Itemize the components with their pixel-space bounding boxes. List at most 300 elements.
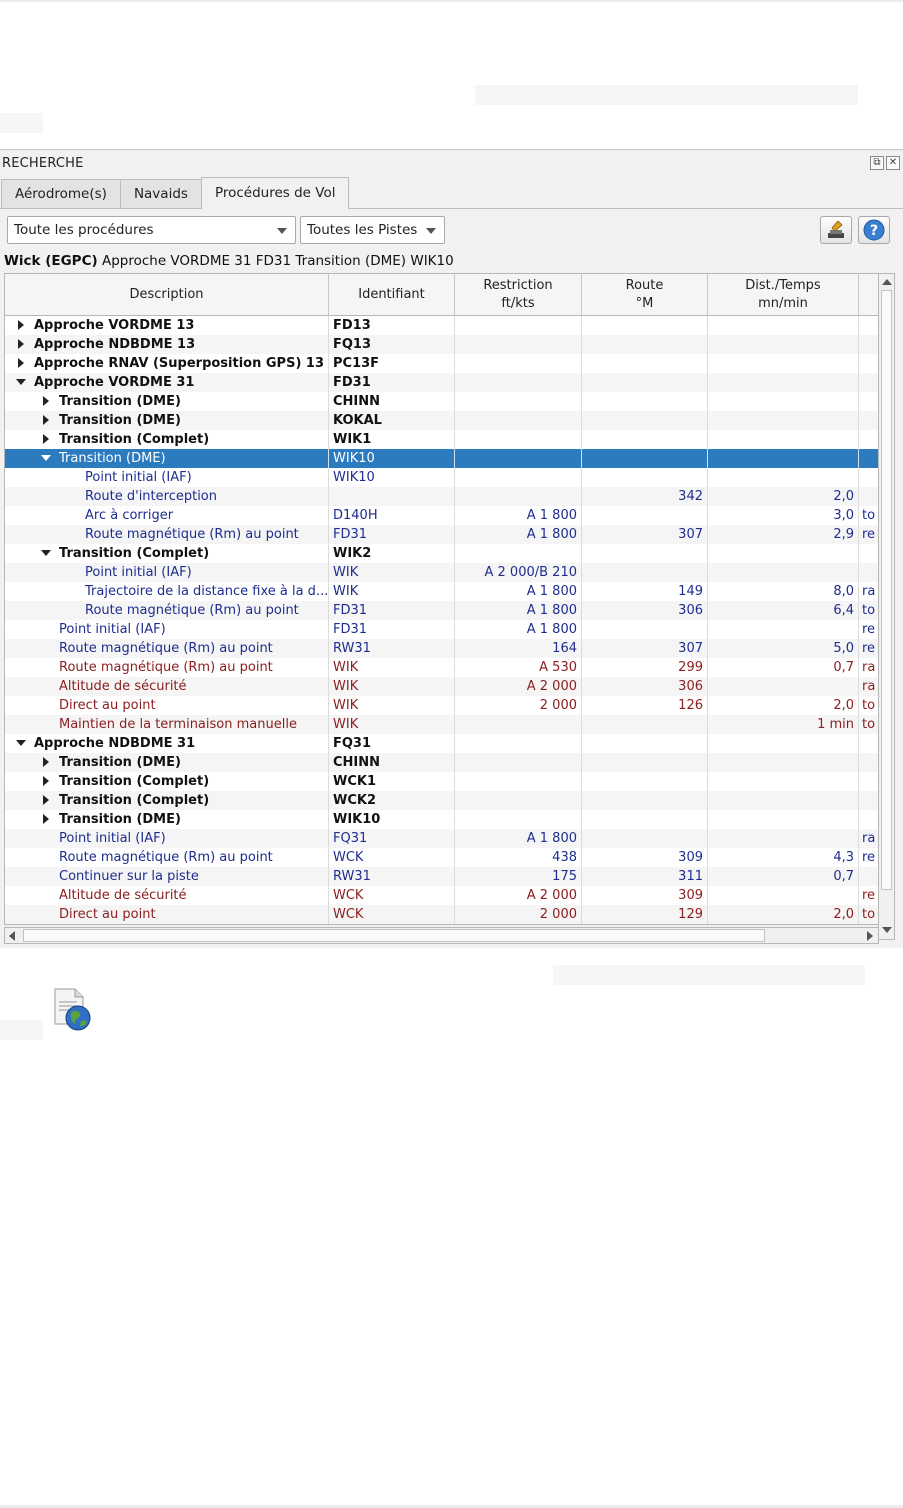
description-cell bbox=[5, 354, 329, 373]
description-cell bbox=[5, 829, 329, 848]
horizontal-scroll-thumb[interactable] bbox=[23, 929, 765, 942]
row-extra bbox=[859, 487, 879, 506]
row-distance bbox=[708, 677, 859, 696]
row-restriction: A 1 800 bbox=[455, 506, 582, 525]
row-extra: to bbox=[862, 508, 876, 523]
tab-bar bbox=[1, 178, 348, 209]
row-description: Point initial (IAF) bbox=[59, 622, 166, 637]
table-row[interactable] bbox=[5, 791, 879, 810]
row-extra bbox=[859, 810, 879, 829]
row-distance: 6,4 bbox=[708, 601, 859, 620]
row-identifier: WCK bbox=[329, 886, 455, 905]
row-distance bbox=[708, 411, 859, 430]
row-restriction bbox=[455, 544, 582, 563]
row-extra bbox=[859, 468, 879, 487]
row-route: 306 bbox=[582, 677, 708, 696]
row-extra bbox=[859, 734, 879, 753]
table-row[interactable] bbox=[5, 354, 879, 373]
row-identifier: WIK bbox=[329, 658, 455, 677]
description-cell bbox=[5, 563, 329, 582]
row-route bbox=[582, 753, 708, 772]
description-cell bbox=[5, 905, 329, 924]
row-distance bbox=[708, 563, 859, 582]
table-row[interactable] bbox=[5, 886, 879, 905]
row-restriction: A 1 800 bbox=[455, 620, 582, 639]
expand-arrow-icon[interactable] bbox=[40, 411, 52, 430]
row-identifier: FD31 bbox=[329, 620, 455, 639]
row-route bbox=[582, 316, 708, 335]
row-route bbox=[582, 810, 708, 829]
row-restriction: 164 bbox=[455, 639, 582, 658]
row-restriction bbox=[455, 772, 582, 791]
description-cell bbox=[5, 715, 329, 734]
row-identifier: WCK1 bbox=[329, 772, 455, 791]
description-cell bbox=[5, 430, 329, 449]
row-route bbox=[582, 715, 708, 734]
row-identifier: CHINN bbox=[329, 392, 455, 411]
row-identifier: WIK10 bbox=[329, 468, 455, 487]
row-restriction bbox=[455, 392, 582, 411]
description-cell bbox=[5, 582, 329, 601]
row-identifier: WIK bbox=[329, 677, 455, 696]
column-header-identifiant[interactable]: Identifiant bbox=[329, 274, 455, 315]
row-description: Continuer sur la piste bbox=[59, 869, 199, 884]
table-row[interactable] bbox=[5, 430, 879, 449]
row-identifier: FD31 bbox=[329, 525, 455, 544]
row-description: Route magnétique (Rm) au point bbox=[59, 660, 273, 675]
clear-selection-button[interactable] bbox=[820, 216, 852, 244]
table-row[interactable] bbox=[5, 582, 879, 601]
row-restriction bbox=[455, 354, 582, 373]
description-cell bbox=[5, 810, 329, 829]
description-cell bbox=[5, 658, 329, 677]
row-route bbox=[582, 468, 708, 487]
row-route: 299 bbox=[582, 658, 708, 677]
row-route: 307 bbox=[582, 639, 708, 658]
row-restriction: A 2 000 bbox=[455, 677, 582, 696]
expand-arrow-icon[interactable] bbox=[40, 392, 52, 411]
row-distance bbox=[708, 772, 859, 791]
column-header-route[interactable]: Route °M bbox=[582, 274, 708, 315]
tab-divider bbox=[0, 208, 903, 209]
table-row[interactable] bbox=[5, 411, 879, 430]
row-extra bbox=[859, 449, 879, 468]
row-restriction bbox=[455, 810, 582, 829]
row-route bbox=[582, 829, 708, 848]
column-header-extra bbox=[859, 274, 879, 315]
row-extra: to bbox=[862, 717, 876, 732]
expand-arrow-icon[interactable] bbox=[40, 810, 52, 829]
row-description: Altitude de sécurité bbox=[59, 679, 187, 694]
scroll-left-icon[interactable] bbox=[9, 931, 15, 941]
table-row[interactable] bbox=[5, 506, 879, 525]
row-identifier: WIK bbox=[329, 696, 455, 715]
row-description: Approche VORDME 13 bbox=[34, 318, 195, 333]
row-route bbox=[582, 791, 708, 810]
expand-arrow-icon[interactable] bbox=[15, 316, 27, 335]
row-route bbox=[582, 563, 708, 582]
row-extra: re bbox=[862, 622, 876, 637]
expand-arrow-icon[interactable] bbox=[40, 791, 52, 810]
row-identifier: FD13 bbox=[329, 316, 455, 335]
row-extra: re bbox=[862, 641, 876, 656]
row-identifier: WIK bbox=[329, 715, 455, 734]
selected-procedure: Approche VORDME 31 FD31 Transition (DME) WIK10 bbox=[101, 253, 454, 269]
table-row[interactable] bbox=[5, 335, 879, 354]
row-description: Transition (DME) bbox=[59, 394, 181, 409]
table-row[interactable] bbox=[5, 620, 879, 639]
row-extra: ra bbox=[862, 660, 876, 675]
row-extra bbox=[859, 354, 879, 373]
row-extra: to bbox=[862, 698, 876, 713]
table-row[interactable] bbox=[5, 487, 879, 506]
row-distance bbox=[708, 335, 859, 354]
row-description: Direct au point bbox=[59, 907, 156, 922]
row-description: Transition (DME) bbox=[59, 812, 181, 827]
collapse-arrow-icon[interactable] bbox=[15, 373, 27, 392]
row-extra: re bbox=[862, 850, 876, 865]
row-restriction bbox=[455, 715, 582, 734]
column-header-description[interactable]: Description bbox=[5, 274, 329, 315]
row-extra: ra bbox=[862, 584, 876, 599]
row-restriction bbox=[455, 753, 582, 772]
row-identifier: KOKAL bbox=[329, 411, 455, 430]
row-distance bbox=[708, 791, 859, 810]
row-distance bbox=[708, 734, 859, 753]
row-description: Transition (DME) bbox=[59, 413, 181, 428]
row-distance bbox=[708, 449, 859, 468]
row-extra bbox=[859, 392, 879, 411]
row-distance bbox=[708, 392, 859, 411]
row-description: Point initial (IAF) bbox=[59, 831, 166, 846]
row-route bbox=[582, 734, 708, 753]
description-cell bbox=[5, 525, 329, 544]
row-restriction: 2 000 bbox=[455, 905, 582, 924]
row-restriction: A 2 000 bbox=[455, 886, 582, 905]
row-route: 307 bbox=[582, 525, 708, 544]
row-identifier: FQ31 bbox=[329, 734, 455, 753]
expand-arrow-icon[interactable] bbox=[40, 753, 52, 772]
table-row[interactable] bbox=[5, 449, 879, 468]
table-row[interactable] bbox=[5, 734, 879, 753]
row-identifier: WIK10 bbox=[329, 449, 455, 468]
description-cell bbox=[5, 848, 329, 867]
row-restriction: A 2 000/B 210 bbox=[455, 563, 582, 582]
description-cell bbox=[5, 867, 329, 886]
collapse-arrow-icon[interactable] bbox=[40, 544, 52, 563]
description-cell bbox=[5, 468, 329, 487]
row-distance bbox=[708, 354, 859, 373]
row-identifier: WCK bbox=[329, 905, 455, 924]
table-row[interactable] bbox=[5, 715, 879, 734]
row-distance: 1 min bbox=[708, 715, 859, 734]
row-description: Approche VORDME 31 bbox=[34, 375, 195, 390]
row-route: 149 bbox=[582, 582, 708, 601]
vertical-scrollbar[interactable] bbox=[878, 273, 895, 940]
table-row[interactable] bbox=[5, 639, 879, 658]
table-row[interactable] bbox=[5, 373, 879, 392]
row-distance: 4,3 bbox=[708, 848, 859, 867]
description-cell bbox=[5, 316, 329, 335]
description-cell bbox=[5, 449, 329, 468]
table-row[interactable] bbox=[5, 810, 879, 829]
row-identifier bbox=[329, 487, 455, 506]
row-description: Trajectoire de la distance fixe à la d... bbox=[85, 584, 329, 599]
row-route bbox=[582, 354, 708, 373]
chevron-down-icon bbox=[277, 228, 287, 234]
description-cell bbox=[5, 601, 329, 620]
row-identifier: RW31 bbox=[329, 867, 455, 886]
row-extra bbox=[859, 867, 879, 886]
row-identifier: WCK bbox=[329, 848, 455, 867]
table-row[interactable] bbox=[5, 696, 879, 715]
row-extra: re bbox=[862, 888, 876, 903]
collapse-arrow-icon[interactable] bbox=[40, 449, 52, 468]
row-identifier: RW31 bbox=[329, 639, 455, 658]
row-distance bbox=[708, 373, 859, 392]
row-description: Transition (Complet) bbox=[59, 432, 210, 447]
expand-arrow-icon[interactable] bbox=[15, 354, 27, 373]
table-header bbox=[5, 274, 879, 316]
row-restriction: A 1 800 bbox=[455, 601, 582, 620]
help-button[interactable] bbox=[858, 216, 890, 244]
scroll-up-icon[interactable] bbox=[882, 279, 892, 285]
row-description: Route magnétique (Rm) au point bbox=[59, 641, 273, 656]
row-route bbox=[582, 335, 708, 354]
vertical-scroll-thumb[interactable] bbox=[881, 290, 892, 890]
row-distance: 2,0 bbox=[708, 696, 859, 715]
row-route bbox=[582, 430, 708, 449]
table-row[interactable] bbox=[5, 563, 879, 582]
table-row[interactable] bbox=[5, 601, 879, 620]
placeholder-block bbox=[475, 85, 858, 105]
selected-airport: Wick (EGPC) bbox=[4, 253, 98, 269]
row-distance bbox=[708, 468, 859, 487]
float-panel-icon[interactable]: ⧉ bbox=[870, 156, 884, 170]
row-description: Point initial (IAF) bbox=[85, 470, 192, 485]
row-restriction bbox=[455, 449, 582, 468]
row-route: 309 bbox=[582, 886, 708, 905]
column-header-restriction[interactable]: Restriction ft/kts bbox=[455, 274, 582, 315]
scroll-down-icon[interactable] bbox=[882, 927, 892, 933]
table-row[interactable] bbox=[5, 772, 879, 791]
row-distance: 3,0 bbox=[708, 506, 859, 525]
table-row[interactable] bbox=[5, 753, 879, 772]
description-cell bbox=[5, 335, 329, 354]
row-identifier: CHINN bbox=[329, 753, 455, 772]
row-distance bbox=[708, 620, 859, 639]
row-description: Route magnétique (Rm) au point bbox=[85, 603, 299, 618]
row-restriction bbox=[455, 373, 582, 392]
row-identifier: WIK bbox=[329, 563, 455, 582]
description-cell bbox=[5, 677, 329, 696]
row-description: Transition (Complet) bbox=[59, 546, 210, 561]
table-row[interactable] bbox=[5, 658, 879, 677]
row-restriction: 175 bbox=[455, 867, 582, 886]
description-cell bbox=[5, 544, 329, 563]
procedures-tree-table bbox=[4, 273, 879, 925]
row-route bbox=[582, 620, 708, 639]
expand-arrow-icon[interactable] bbox=[15, 335, 27, 354]
row-extra bbox=[859, 791, 879, 810]
row-distance: 8,0 bbox=[708, 582, 859, 601]
row-distance bbox=[708, 829, 859, 848]
table-row[interactable] bbox=[5, 848, 879, 867]
horizontal-scrollbar[interactable] bbox=[4, 927, 879, 944]
tab-aerodromes[interactable]: Aérodrome(s) bbox=[1, 179, 121, 209]
row-distance bbox=[708, 430, 859, 449]
row-description: Route d'interception bbox=[85, 489, 217, 504]
row-identifier: D140H bbox=[329, 506, 455, 525]
row-extra: to bbox=[862, 907, 876, 922]
description-cell bbox=[5, 753, 329, 772]
table-row[interactable] bbox=[5, 468, 879, 487]
row-distance: 2,0 bbox=[708, 905, 859, 924]
row-restriction bbox=[455, 335, 582, 354]
row-extra bbox=[859, 411, 879, 430]
row-description: Transition (DME) bbox=[59, 755, 181, 770]
description-cell bbox=[5, 392, 329, 411]
description-cell bbox=[5, 734, 329, 753]
row-distance: 0,7 bbox=[708, 658, 859, 677]
row-extra bbox=[859, 772, 879, 791]
placeholder-block bbox=[553, 965, 865, 985]
row-identifier: WCK2 bbox=[329, 791, 455, 810]
row-route bbox=[582, 392, 708, 411]
runway-filter-value: Toutes les Pistes bbox=[307, 222, 418, 238]
tab-procedures[interactable]: Procédures de Vol bbox=[201, 177, 350, 209]
row-route: 311 bbox=[582, 867, 708, 886]
row-route: 129 bbox=[582, 905, 708, 924]
row-extra: ra bbox=[862, 679, 876, 694]
search-dock-panel bbox=[0, 149, 903, 948]
row-distance bbox=[708, 810, 859, 829]
row-identifier: FQ31 bbox=[329, 829, 455, 848]
description-cell bbox=[5, 791, 329, 810]
row-route bbox=[582, 411, 708, 430]
row-restriction bbox=[455, 734, 582, 753]
row-route: 342 bbox=[582, 487, 708, 506]
row-extra bbox=[859, 544, 879, 563]
table-row[interactable] bbox=[5, 525, 879, 544]
row-identifier: WIK1 bbox=[329, 430, 455, 449]
table-row[interactable] bbox=[5, 867, 879, 886]
row-identifier: WIK bbox=[329, 582, 455, 601]
description-cell bbox=[5, 487, 329, 506]
table-row[interactable] bbox=[5, 316, 879, 335]
row-extra: ra bbox=[862, 831, 876, 846]
row-route: 309 bbox=[582, 848, 708, 867]
row-distance: 5,0 bbox=[708, 639, 859, 658]
row-restriction: 2 000 bbox=[455, 696, 582, 715]
description-cell bbox=[5, 411, 329, 430]
row-route: 126 bbox=[582, 696, 708, 715]
top-divider bbox=[0, 0, 903, 2]
dock-buttons bbox=[870, 156, 900, 170]
row-restriction bbox=[455, 411, 582, 430]
row-extra bbox=[859, 373, 879, 392]
table-row[interactable] bbox=[5, 905, 879, 924]
help-icon bbox=[859, 217, 889, 243]
description-cell bbox=[5, 772, 329, 791]
description-cell bbox=[5, 639, 329, 658]
expand-arrow-icon[interactable] bbox=[40, 772, 52, 791]
description-cell bbox=[5, 373, 329, 392]
row-description: Altitude de sécurité bbox=[59, 888, 187, 903]
table-row[interactable] bbox=[5, 544, 879, 563]
document-globe-icon[interactable] bbox=[53, 988, 91, 1032]
row-identifier: FD31 bbox=[329, 373, 455, 392]
row-extra bbox=[859, 430, 879, 449]
row-restriction: A 1 800 bbox=[455, 829, 582, 848]
chevron-down-icon bbox=[426, 228, 436, 234]
scroll-right-icon[interactable] bbox=[867, 931, 873, 941]
placeholder-block bbox=[0, 113, 43, 133]
table-row[interactable] bbox=[5, 677, 879, 696]
row-description: Approche RNAV (Superposition GPS) 13 bbox=[34, 356, 324, 371]
close-panel-icon[interactable]: ✕ bbox=[886, 156, 900, 170]
row-restriction bbox=[455, 430, 582, 449]
row-distance: 2,9 bbox=[708, 525, 859, 544]
panel-title: RECHERCHE bbox=[2, 156, 84, 171]
row-distance bbox=[708, 886, 859, 905]
row-route bbox=[582, 772, 708, 791]
row-restriction bbox=[455, 791, 582, 810]
row-restriction bbox=[455, 316, 582, 335]
table-body bbox=[5, 316, 879, 924]
row-identifier: PC13F bbox=[329, 354, 455, 373]
row-restriction: 438 bbox=[455, 848, 582, 867]
row-restriction bbox=[455, 487, 582, 506]
row-restriction: A 530 bbox=[455, 658, 582, 677]
row-route bbox=[582, 449, 708, 468]
clear-selection-icon bbox=[821, 217, 851, 243]
svg-text:?: ? bbox=[869, 223, 879, 239]
description-cell bbox=[5, 506, 329, 525]
row-description: Approche NDBDME 13 bbox=[34, 337, 196, 352]
row-distance: 2,0 bbox=[708, 487, 859, 506]
row-extra: to bbox=[862, 603, 876, 618]
procedure-filter-select[interactable] bbox=[7, 216, 296, 244]
row-extra: re bbox=[862, 527, 876, 542]
runway-filter-select[interactable] bbox=[300, 216, 445, 244]
row-extra bbox=[859, 563, 879, 582]
row-route: 306 bbox=[582, 601, 708, 620]
row-identifier: FD31 bbox=[329, 601, 455, 620]
row-distance bbox=[708, 753, 859, 772]
row-description: Transition (DME) bbox=[59, 451, 166, 466]
row-distance: 0,7 bbox=[708, 867, 859, 886]
row-extra bbox=[859, 335, 879, 354]
row-identifier: WIK2 bbox=[329, 544, 455, 563]
collapse-arrow-icon[interactable] bbox=[15, 734, 27, 753]
table-row[interactable] bbox=[5, 829, 879, 848]
row-description: Transition (Complet) bbox=[59, 774, 210, 789]
column-header-dist-temps[interactable]: Dist./Temps mn/min bbox=[708, 274, 859, 315]
row-description: Route magnétique (Rm) au point bbox=[59, 850, 273, 865]
row-restriction bbox=[455, 468, 582, 487]
tab-navaids[interactable]: Navaids bbox=[120, 179, 202, 209]
selected-procedure-label bbox=[4, 253, 454, 269]
row-description: Point initial (IAF) bbox=[85, 565, 192, 580]
row-route bbox=[582, 544, 708, 563]
row-route bbox=[582, 506, 708, 525]
row-identifier: WIK10 bbox=[329, 810, 455, 829]
row-distance bbox=[708, 544, 859, 563]
table-row[interactable] bbox=[5, 392, 879, 411]
row-description: Approche NDBDME 31 bbox=[34, 736, 196, 751]
expand-arrow-icon[interactable] bbox=[40, 430, 52, 449]
